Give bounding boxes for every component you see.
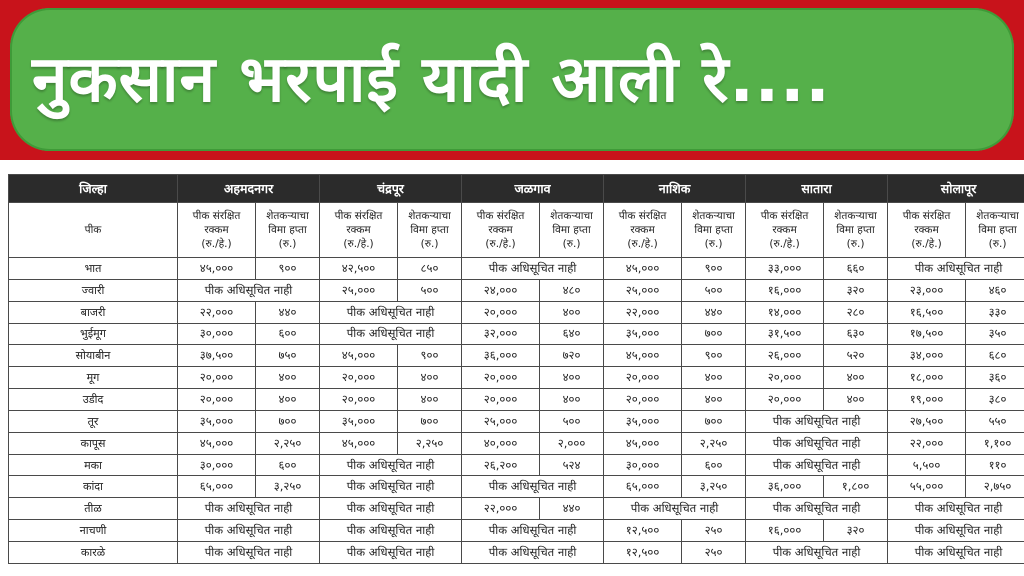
premium-cell: ७२० xyxy=(540,345,604,367)
protected-amount-cell: ४०,००० xyxy=(462,432,540,454)
protected-amount-cell: ५,५०० xyxy=(888,454,966,476)
farmer-premium-header xyxy=(682,203,746,258)
protected-amount-cell: २६,००० xyxy=(746,345,824,367)
protected-amount-header xyxy=(888,203,966,258)
protected-amount-cell: ३६,००० xyxy=(746,476,824,498)
subheader-row xyxy=(9,203,1024,258)
protected-amount-cell: ३१,५०० xyxy=(746,323,824,345)
district-header-row xyxy=(9,175,1024,203)
premium-cell: ६०० xyxy=(256,454,320,476)
protected-amount-cell: २०,००० xyxy=(462,389,540,411)
table-row xyxy=(9,279,1024,301)
premium-cell: ९०० xyxy=(682,345,746,367)
premium-cell: ३८० xyxy=(966,389,1024,411)
premium-cell: ४०० xyxy=(682,389,746,411)
not-notified-cell: पीक अधिसूचित नाही xyxy=(746,454,888,476)
premium-cell: ४०० xyxy=(824,367,888,389)
premium-cell: ४४० xyxy=(256,301,320,323)
premium-cell: २५० xyxy=(682,520,746,542)
premium-cell: ७०० xyxy=(398,410,462,432)
premium-cell: ४०० xyxy=(398,367,462,389)
premium-cell: ४४० xyxy=(682,301,746,323)
farmer-premium-header xyxy=(398,203,462,258)
premium-cell: २,००० xyxy=(540,432,604,454)
premium-cell: २,७५० xyxy=(966,476,1024,498)
premium-cell: ३,२५० xyxy=(682,476,746,498)
subheader-line: (रु.) xyxy=(420,238,439,250)
table-row xyxy=(9,367,1024,389)
crop-column-header: पीक xyxy=(9,203,178,258)
premium-cell: ४०० xyxy=(256,389,320,411)
protected-amount-cell: २०,००० xyxy=(320,389,398,411)
subheader-line: विमा हप्ता xyxy=(410,224,449,236)
protected-amount-cell: २०,००० xyxy=(178,367,256,389)
district-header: चंद्रपूर xyxy=(320,175,462,203)
premium-cell: ७०० xyxy=(682,323,746,345)
page-title: नुकसान भरपाई यादी आली रे.... xyxy=(32,42,831,117)
crop-name-cell: मका xyxy=(9,454,178,476)
not-notified-cell: पीक अधिसूचित नाही xyxy=(604,498,746,520)
premium-cell: ९०० xyxy=(398,345,462,367)
crop-name-cell: तूर xyxy=(9,410,178,432)
subheader-line: रक्कम xyxy=(488,224,513,236)
table-row xyxy=(9,301,1024,323)
protected-amount-cell: २६,२०० xyxy=(462,454,540,476)
subheader-line: रक्कम xyxy=(346,224,371,236)
premium-cell: ६०० xyxy=(682,454,746,476)
table-row xyxy=(9,258,1024,280)
protected-amount-cell: २५,००० xyxy=(462,410,540,432)
not-notified-cell: पीक अधिसूचित नाही xyxy=(888,498,1024,520)
premium-cell: ८५० xyxy=(398,258,462,280)
subheader-line: (रु.) xyxy=(278,238,297,250)
premium-cell: ४४० xyxy=(540,498,604,520)
premium-cell: ३२० xyxy=(824,520,888,542)
protected-amount-cell: २२,००० xyxy=(604,301,682,323)
not-notified-cell: पीक अधिसूचित नाही xyxy=(746,410,888,432)
not-notified-cell: पीक अधिसूचित नाही xyxy=(888,541,1024,563)
subheader-line: (रु./हे.) xyxy=(485,238,516,250)
subheader-line: विमा हप्ता xyxy=(268,224,307,236)
not-notified-cell: पीक अधिसूचित नाही xyxy=(320,476,462,498)
protected-amount-cell: ४२,५०० xyxy=(320,258,398,280)
subheader-line: पीक संरक्षित xyxy=(334,210,383,222)
protected-amount-cell: १८,००० xyxy=(888,367,966,389)
protected-amount-cell: ४५,००० xyxy=(604,345,682,367)
subheader-line: विमा हप्ता xyxy=(694,224,733,236)
premium-cell: ७०० xyxy=(256,410,320,432)
premium-cell: ५२० xyxy=(824,345,888,367)
farmer-premium-header xyxy=(824,203,888,258)
premium-cell: ६०० xyxy=(256,323,320,345)
subheader-line: (रु./हे.) xyxy=(769,238,800,250)
premium-cell: ७५० xyxy=(256,345,320,367)
protected-amount-cell: ४५,००० xyxy=(320,345,398,367)
premium-cell: ४०० xyxy=(682,367,746,389)
subheader-line: (रु.) xyxy=(846,238,865,250)
subheader-line: विमा हप्ता xyxy=(836,224,875,236)
protected-amount-cell: २०,००० xyxy=(462,301,540,323)
subheader-line: शेतकऱ्याचा xyxy=(834,210,877,222)
subheader-line: (रु./हे.) xyxy=(911,238,942,250)
not-notified-cell: पीक अधिसूचित नाही xyxy=(320,323,462,345)
premium-cell: ३५० xyxy=(966,323,1024,345)
not-notified-cell: पीक अधिसूचित नाही xyxy=(462,541,604,563)
premium-cell: ५२४ xyxy=(540,454,604,476)
protected-amount-cell: २०,००० xyxy=(462,367,540,389)
premium-cell: ४८० xyxy=(540,279,604,301)
premium-cell: ४०० xyxy=(824,389,888,411)
protected-amount-cell: ४५,००० xyxy=(178,258,256,280)
premium-cell: ४०० xyxy=(540,389,604,411)
protected-amount-cell: १४,००० xyxy=(746,301,824,323)
protected-amount-cell: ३७,५०० xyxy=(178,345,256,367)
subheader-line: शेतकऱ्याचा xyxy=(266,210,309,222)
farmer-premium-header xyxy=(256,203,320,258)
premium-cell: ६४० xyxy=(540,323,604,345)
premium-cell: ३,२५० xyxy=(256,476,320,498)
protected-amount-header xyxy=(320,203,398,258)
premium-cell: ५५० xyxy=(966,410,1024,432)
protected-amount-cell: १६,५०० xyxy=(888,301,966,323)
premium-cell: ३२० xyxy=(824,279,888,301)
protected-amount-cell: ३४,००० xyxy=(888,345,966,367)
crop-name-cell: नाचणी xyxy=(9,520,178,542)
protected-amount-cell: २५,००० xyxy=(604,279,682,301)
protected-amount-header xyxy=(604,203,682,258)
protected-amount-cell: ३०,००० xyxy=(178,323,256,345)
protected-amount-cell: ४५,००० xyxy=(320,432,398,454)
subheader-line: पीक संरक्षित xyxy=(618,210,667,222)
subheader-line: (रु.) xyxy=(562,238,581,250)
not-notified-cell: पीक अधिसूचित नाही xyxy=(746,541,888,563)
not-notified-cell: पीक अधिसूचित नाही xyxy=(462,258,604,280)
subheader-line: (रु.) xyxy=(704,238,723,250)
subheader-line: (रु./हे.) xyxy=(201,238,232,250)
not-notified-cell: पीक अधिसूचित नाही xyxy=(462,476,604,498)
crop-name-cell: कांदा xyxy=(9,476,178,498)
not-notified-cell: पीक अधिसूचित नाही xyxy=(320,454,462,476)
protected-amount-cell: २०,००० xyxy=(604,389,682,411)
crop-name-cell: भात xyxy=(9,258,178,280)
protected-amount-cell: २०,००० xyxy=(604,367,682,389)
subheader-line: (रु./हे.) xyxy=(627,238,658,250)
protected-amount-cell: ३०,००० xyxy=(178,454,256,476)
subheader-line: पीक संरक्षित xyxy=(476,210,525,222)
protected-amount-cell: ४५,००० xyxy=(604,258,682,280)
not-notified-cell: पीक अधिसूचित नाही xyxy=(178,520,320,542)
not-notified-cell: पीक अधिसूचित नाही xyxy=(320,520,462,542)
table-row xyxy=(9,323,1024,345)
not-notified-cell: पीक अधिसूचित नाही xyxy=(320,541,462,563)
protected-amount-cell: ३५,००० xyxy=(178,410,256,432)
table-row xyxy=(9,520,1024,542)
protected-amount-header xyxy=(462,203,540,258)
subheader-line: पीक संरक्षित xyxy=(192,210,241,222)
protected-amount-cell: ५५,००० xyxy=(888,476,966,498)
protected-amount-cell: ६५,००० xyxy=(178,476,256,498)
table-container xyxy=(0,160,1024,576)
premium-cell: २,२५० xyxy=(682,432,746,454)
protected-amount-cell: ३२,००० xyxy=(462,323,540,345)
premium-cell: ५०० xyxy=(540,410,604,432)
district-header: अहमदनगर xyxy=(178,175,320,203)
premium-cell: ४६० xyxy=(966,279,1024,301)
premium-cell: ३३० xyxy=(966,301,1024,323)
premium-cell: २,२५० xyxy=(256,432,320,454)
not-notified-cell: पीक अधिसूचित नाही xyxy=(178,498,320,520)
crop-name-cell: उडीद xyxy=(9,389,178,411)
premium-cell: ६३० xyxy=(824,323,888,345)
protected-amount-cell: ३०,००० xyxy=(604,454,682,476)
table-row xyxy=(9,476,1024,498)
crop-name-cell: सोयाबीन xyxy=(9,345,178,367)
premium-cell: ४०० xyxy=(540,301,604,323)
farmer-premium-header xyxy=(966,203,1024,258)
premium-cell: १,८०० xyxy=(824,476,888,498)
title-banner xyxy=(10,8,1014,151)
subheader-line: शेतकऱ्याचा xyxy=(550,210,593,222)
protected-amount-cell: २२,००० xyxy=(178,301,256,323)
protected-amount-cell: ३६,००० xyxy=(462,345,540,367)
subheader-line: रक्कम xyxy=(772,224,797,236)
premium-cell: ६६० xyxy=(824,258,888,280)
protected-amount-cell: १६,००० xyxy=(746,279,824,301)
protected-amount-cell: २०,००० xyxy=(320,367,398,389)
not-notified-cell: पीक अधिसूचित नाही xyxy=(320,498,462,520)
premium-cell: २५० xyxy=(682,541,746,563)
table-row xyxy=(9,454,1024,476)
premium-cell: २८० xyxy=(824,301,888,323)
crop-name-cell: कापूस xyxy=(9,432,178,454)
subheader-line: विमा हप्ता xyxy=(552,224,591,236)
premium-cell: ९०० xyxy=(256,258,320,280)
crop-insurance-table xyxy=(8,174,1024,564)
not-notified-cell: पीक अधिसूचित नाही xyxy=(888,258,1024,280)
subheader-line: रक्कम xyxy=(204,224,229,236)
not-notified-cell: पीक अधिसूचित नाही xyxy=(888,520,1024,542)
subheader-line: शेतकऱ्याचा xyxy=(408,210,451,222)
premium-cell: २,२५० xyxy=(398,432,462,454)
protected-amount-cell: २२,००० xyxy=(462,498,540,520)
subheader-line: शेतकऱ्याचा xyxy=(976,210,1019,222)
not-notified-cell: पीक अधिसूचित नाही xyxy=(746,498,888,520)
crop-name-cell: ज्वारी xyxy=(9,279,178,301)
premium-cell: ५०० xyxy=(682,279,746,301)
premium-cell: ७०० xyxy=(682,410,746,432)
protected-amount-cell: २२,००० xyxy=(888,432,966,454)
table-row xyxy=(9,410,1024,432)
premium-cell: ५०० xyxy=(398,279,462,301)
table-row xyxy=(9,541,1024,563)
premium-cell: १,१०० xyxy=(966,432,1024,454)
premium-cell: ४०० xyxy=(540,367,604,389)
table-row xyxy=(9,345,1024,367)
not-notified-cell: पीक अधिसूचित नाही xyxy=(178,279,320,301)
table-body xyxy=(9,258,1024,564)
protected-amount-cell: ३५,००० xyxy=(604,410,682,432)
subheader-line: रक्कम xyxy=(914,224,939,236)
protected-amount-header xyxy=(746,203,824,258)
protected-amount-cell: २३,००० xyxy=(888,279,966,301)
subheader-line: रक्कम xyxy=(630,224,655,236)
subheader-line: विमा हप्ता xyxy=(978,224,1017,236)
premium-cell: ११० xyxy=(966,454,1024,476)
crop-name-cell: बाजरी xyxy=(9,301,178,323)
protected-amount-cell: २०,००० xyxy=(178,389,256,411)
farmer-premium-header xyxy=(540,203,604,258)
not-notified-cell: पीक अधिसूचित नाही xyxy=(462,520,604,542)
district-column-header: जिल्हा xyxy=(9,175,178,203)
protected-amount-cell: १९,००० xyxy=(888,389,966,411)
premium-cell: ६८० xyxy=(966,345,1024,367)
premium-cell: ४०० xyxy=(398,389,462,411)
protected-amount-cell: ४५,००० xyxy=(178,432,256,454)
protected-amount-cell: २७,५०० xyxy=(888,410,966,432)
protected-amount-cell: ३५,००० xyxy=(604,323,682,345)
crop-name-cell: भुईमूग xyxy=(9,323,178,345)
district-header: नाशिक xyxy=(604,175,746,203)
table-row xyxy=(9,498,1024,520)
premium-cell: ४०० xyxy=(256,367,320,389)
subheader-line: (रु./हे.) xyxy=(343,238,374,250)
district-header: जळगाव xyxy=(462,175,604,203)
protected-amount-cell: ६५,००० xyxy=(604,476,682,498)
table-row xyxy=(9,432,1024,454)
table-row xyxy=(9,389,1024,411)
crop-name-cell: मूग xyxy=(9,367,178,389)
subheader-line: (रु.) xyxy=(988,238,1007,250)
subheader-line: पीक संरक्षित xyxy=(902,210,951,222)
not-notified-cell: पीक अधिसूचित नाही xyxy=(178,541,320,563)
subheader-line: शेतकऱ्याचा xyxy=(692,210,735,222)
protected-amount-cell: ३३,००० xyxy=(746,258,824,280)
district-header: सोलापूर xyxy=(888,175,1024,203)
protected-amount-cell: २०,००० xyxy=(746,389,824,411)
crop-name-cell: कारळे xyxy=(9,541,178,563)
protected-amount-cell: १२,५०० xyxy=(604,541,682,563)
protected-amount-cell: २४,००० xyxy=(462,279,540,301)
protected-amount-cell: १२,५०० xyxy=(604,520,682,542)
protected-amount-cell: ४५,००० xyxy=(604,432,682,454)
subheader-line: पीक संरक्षित xyxy=(760,210,809,222)
premium-cell: ३६० xyxy=(966,367,1024,389)
premium-cell: ९०० xyxy=(682,258,746,280)
not-notified-cell: पीक अधिसूचित नाही xyxy=(746,432,888,454)
crop-name-cell: तीळ xyxy=(9,498,178,520)
protected-amount-cell: १६,००० xyxy=(746,520,824,542)
protected-amount-cell: २०,००० xyxy=(746,367,824,389)
protected-amount-cell: २५,००० xyxy=(320,279,398,301)
protected-amount-header xyxy=(178,203,256,258)
district-header: सातारा xyxy=(746,175,888,203)
not-notified-cell: पीक अधिसूचित नाही xyxy=(320,301,462,323)
protected-amount-cell: ३५,००० xyxy=(320,410,398,432)
protected-amount-cell: १७,५०० xyxy=(888,323,966,345)
